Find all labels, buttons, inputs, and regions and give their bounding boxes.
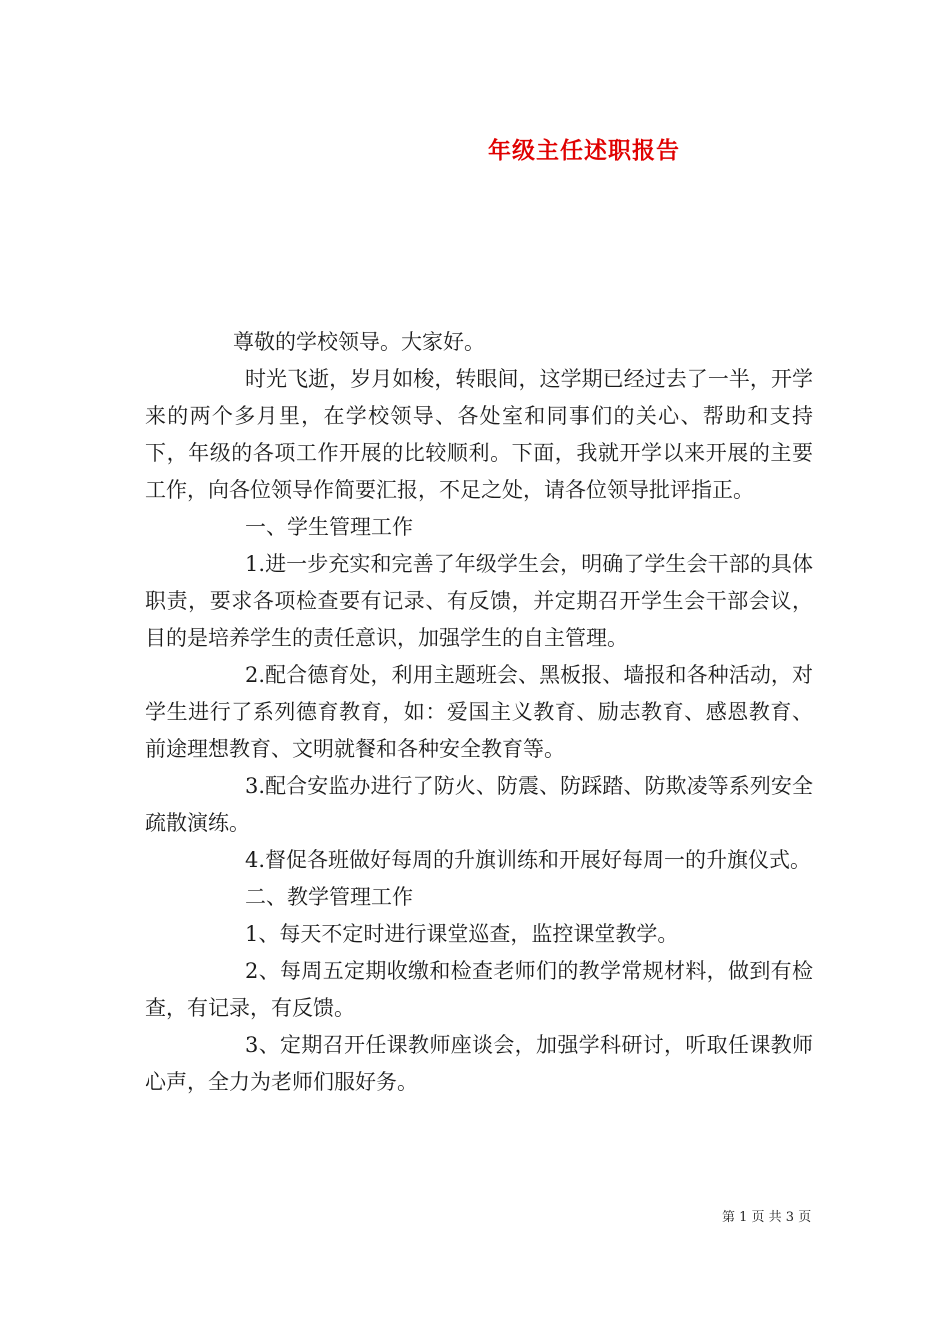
student-item-2: 2.配合德育处，利用主题班会、黑板报、墙报和各种活动，对学生进行了系列德育教育，如：爱国主义教育、励志教育、感恩教育、前途理想教育、文明就餐和各种安全教育等。 [145, 663, 813, 761]
greeting-paragraph: 尊敬的学校领导。大家好。 [233, 330, 485, 354]
intro-paragraph: 时光飞逝，岁月如梭，转眼间，这学期已经过去了一半，开学来的两个多月里，在学校领导、各处室和同事们的关心、帮助和支持下，年级的各项工作开展的比较顺利。下面，我就开学以来开展的主要工作，向各位领导作简要汇报，不足之处，请各位领导批评指正。 [145, 367, 813, 502]
section-heading-student-management: 一、学生管理工作 [245, 515, 413, 539]
student-item-3: 3.配合安监办进行了防火、防震、防踩踏、防欺凌等系列安全疏散演练。 [145, 774, 813, 835]
document-title: 年级主任述职报告 [488, 137, 680, 164]
student-item-1: 1.进一步充实和完善了年级学生会，明确了学生会干部的具体职责，要求各项检查要有记录、有反馈，并定期召开学生会干部会议，目的是培养学生的责任意识，加强学生的自主管理。 [145, 552, 813, 650]
document-body [145, 324, 813, 1101]
teaching-item-3: 3、定期召开任课教师座谈会，加强学科研讨，听取任课教师心声，全力为老师们服好务。 [145, 1033, 813, 1094]
teaching-item-1: 1、每天不定时进行课堂巡查，监控课堂教学。 [245, 922, 679, 946]
section-heading-teaching-management: 二、教学管理工作 [245, 885, 413, 909]
student-item-4: 4.督促各班做好每周的升旗训练和开展好每周一的升旗仪式。 [245, 848, 812, 872]
page-footer: 第 1 页 共 3 页 [722, 1210, 812, 1225]
teaching-item-2: 2、每周五定期收缴和检查老师们的教学常规材料，做到有检查，有记录，有反馈。 [145, 959, 813, 1020]
